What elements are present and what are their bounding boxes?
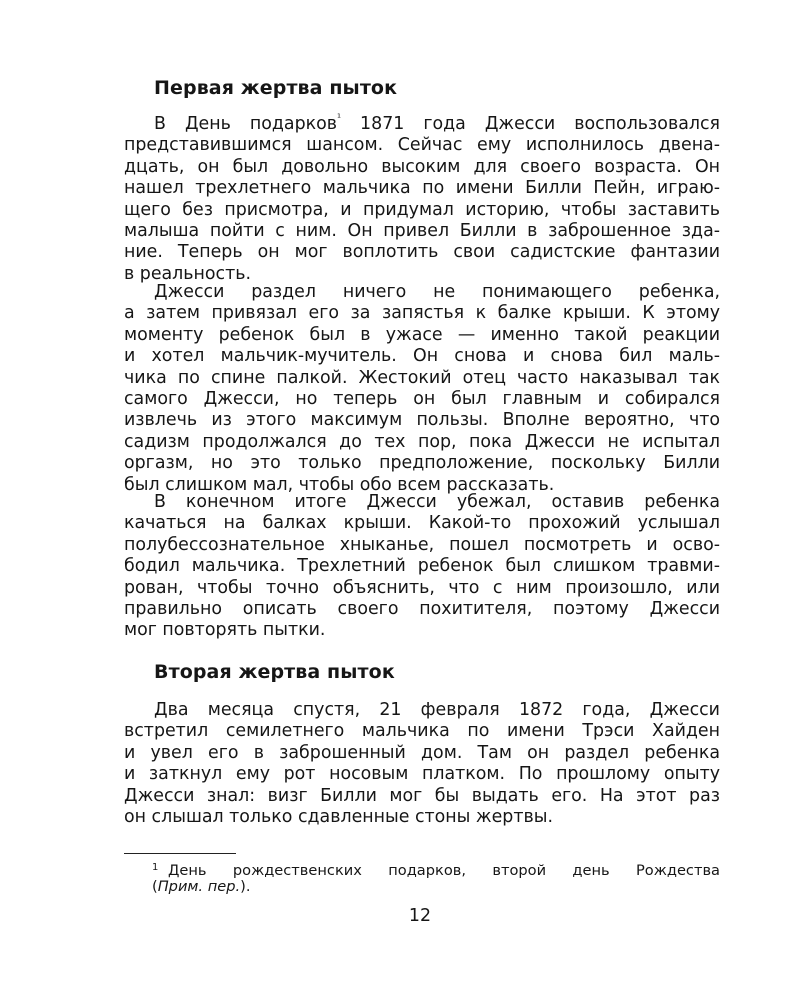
footnote-line: (Прим. пер.). xyxy=(152,878,251,895)
footnote xyxy=(152,858,720,896)
text-line: встретил семилетнего мальчика по имени Трэси Хайден xyxy=(124,721,720,742)
section-heading-second-victim: Вторая жертва пыток xyxy=(154,661,395,683)
text-line: качаться на балках крыши. Какой-то прохожий услышал xyxy=(124,513,720,534)
text-line: мог повторять пытки. xyxy=(124,620,326,641)
text-line: Джесси знал: визг Билли мог бы выдать его. На этот раз xyxy=(124,785,720,806)
text-line: он слышал только сдавленные стоны жертвы. xyxy=(124,806,553,827)
footnote-number: 1 xyxy=(152,862,159,873)
section-heading-first-victim: Первая жертва пыток xyxy=(154,77,398,99)
text-line: в реальность. xyxy=(124,263,252,284)
paragraph xyxy=(124,282,720,496)
text-line: полубессознательное хныканье, пошел посмотреть и осво- xyxy=(124,534,720,555)
text-line: садизм продолжался до тех пор, пока Джесси не испытал xyxy=(124,431,720,452)
text-line: извлечь из этого максимум пользы. Вполне вероятно, что xyxy=(124,410,720,431)
text-line: щего без присмотра, и придумал историю, чтобы заставить xyxy=(124,199,720,220)
text-line: был слишком мал, чтобы обо всем рассказать. xyxy=(124,474,555,495)
text-line: бодил мальчика. Трехлетний ребенок был слишком травми- xyxy=(124,556,720,577)
text-line: дцать, он был довольно высоким для своего возраста. Он xyxy=(124,156,720,177)
text-line: самого Джесси, но теперь он был главным и собирался xyxy=(124,388,720,409)
text-line: В конечном итоге Джесси убежал, оставив ребенка xyxy=(154,492,720,512)
text-line: и хотел мальчик-мучитель. Он снова и снова бил маль- xyxy=(124,346,720,367)
text-line: чика по спине палкой. Жестокий отец часто наказывал так xyxy=(124,367,720,388)
footnote-reference: ¹ xyxy=(337,113,342,124)
text-line: ние. Теперь он мог воплотить свои садистские фантазии xyxy=(124,242,720,263)
footnote-line: 1 День рождественских подарков, второй день Рождества xyxy=(152,858,720,877)
paragraph xyxy=(124,114,720,285)
text-line: и увел его в заброшенный дом. Там он раздел ребенка xyxy=(124,742,720,763)
text-line: и заткнул ему рот носовым платком. По прошлому опыту xyxy=(124,764,720,785)
text-line: представившимся шансом. Сейчас ему исполнилось двена- xyxy=(124,135,720,156)
text-line: Джесси раздел ничего не понимающего ребенка, xyxy=(154,282,720,302)
text-line: В День подарков$^{^1}$ 1871 года Джесси воспользовался xyxy=(154,113,720,134)
page-number: 12 xyxy=(408,906,432,926)
footnote-separator xyxy=(124,853,236,854)
text-line: рован, чтобы точно объяснить, что с ним произошло, или xyxy=(124,577,720,598)
text-line: нашел трехлетнего мальчика по имени Билли Пейн, играю- xyxy=(124,178,720,199)
footnote-note-abbrev: Прим. пер. xyxy=(157,878,241,895)
text-line: Два месяца спустя, 21 февраля 1872 года, Джесси xyxy=(154,700,720,720)
text-line: а затем привязал его за запястья к балке крыши. К этому xyxy=(124,303,720,324)
text-line: оргазм, но это только предположение, поскольку Билли xyxy=(124,453,720,474)
paragraph xyxy=(124,700,720,828)
text-line: моменту ребенок был в ужасе — именно такой реакции xyxy=(124,324,720,345)
text-line: правильно описать своего похитителя, поэтому Джесси xyxy=(124,598,720,619)
paragraph xyxy=(124,492,720,642)
text-line: малыша пойти с ним. Он привел Билли в заброшенное зда- xyxy=(124,220,720,241)
